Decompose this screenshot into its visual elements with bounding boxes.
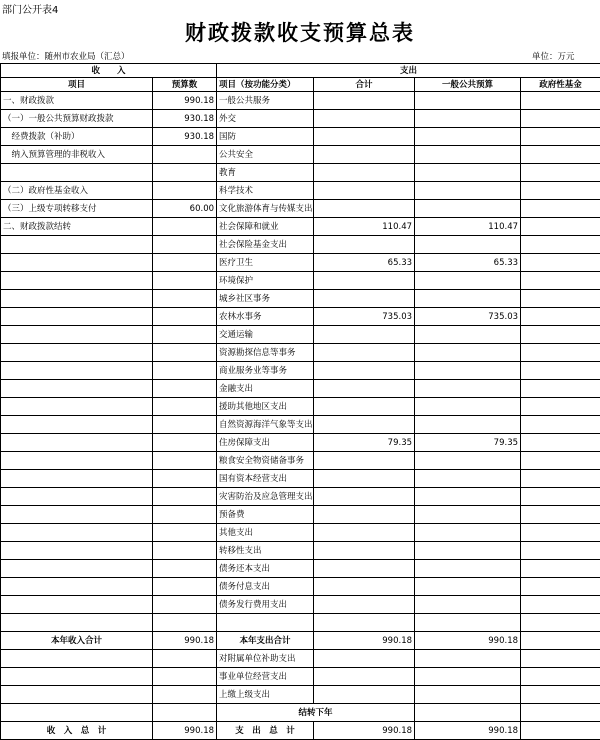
income-value-cell: 990.18 [153, 92, 217, 110]
income-value-cell [153, 524, 217, 542]
income-item-cell [1, 344, 153, 362]
extra-row-label: 上缴上级支出 [217, 686, 314, 704]
table-row [1, 146, 600, 164]
expense-total-cell [314, 398, 415, 416]
expense-item-cell [217, 614, 314, 632]
expense-fund-cell [521, 596, 600, 614]
table-row [1, 182, 600, 200]
expense-total-cell [314, 146, 415, 164]
income-item-cell [1, 236, 153, 254]
year-expense-label: 本年支出合计 [217, 632, 314, 650]
income-value-cell [153, 344, 217, 362]
income-item-cell: （二）政府性基金收入 [1, 182, 153, 200]
table-row [1, 596, 600, 614]
table-row [1, 506, 600, 524]
expense-general-cell [415, 614, 521, 632]
expense-total-cell [314, 236, 415, 254]
expense-total-cell [314, 560, 415, 578]
table-row [1, 416, 600, 434]
expense-general-cell [415, 596, 521, 614]
table-row [1, 290, 600, 308]
grand-expense-general: 990.18 [415, 722, 521, 740]
expense-total-cell [314, 344, 415, 362]
expense-fund-cell [521, 290, 600, 308]
table-row [1, 326, 600, 344]
expense-item-cell: 教育 [217, 164, 314, 182]
table-row [1, 92, 600, 110]
expense-item-cell: 商业服务业等事务 [217, 362, 314, 380]
expense-general-cell [415, 470, 521, 488]
expense-total-cell [314, 362, 415, 380]
income-value-cell [153, 614, 217, 632]
income-item-cell [1, 272, 153, 290]
header-row-1 [1, 64, 600, 78]
expense-fund-cell [521, 128, 600, 146]
expense-general-cell [415, 146, 521, 164]
expense-item-cell: 灾害防治及应急管理支出 [217, 488, 314, 506]
grand-expense-label: 支 出 总 计 [217, 722, 314, 740]
income-value-cell [153, 182, 217, 200]
year-expense-general: 990.18 [415, 632, 521, 650]
income-item-cell [1, 164, 153, 182]
budget-table [0, 63, 600, 740]
income-item-cell [1, 326, 153, 344]
expense-total-cell [314, 488, 415, 506]
income-item-cell [1, 488, 153, 506]
grand-expense-total: 990.18 [314, 722, 415, 740]
table-row [1, 398, 600, 416]
income-value-cell [153, 218, 217, 236]
income-value-cell [153, 560, 217, 578]
income-value-cell [153, 416, 217, 434]
expense-general-cell [415, 182, 521, 200]
grand-income-label: 收 入 总 计 [1, 722, 153, 740]
expense-item-cell: 粮食安全物资储备事务 [217, 452, 314, 470]
expense-item-cell: 转移性支出 [217, 542, 314, 560]
income-item-cell [1, 614, 153, 632]
expense-item-cell: 国防 [217, 128, 314, 146]
expense-general-cell [415, 110, 521, 128]
income-item-cell [1, 506, 153, 524]
income-item-cell [1, 380, 153, 398]
grand-income-value: 990.18 [153, 722, 217, 740]
income-item-cell [1, 470, 153, 488]
income-value-cell [153, 326, 217, 344]
expense-general-cell [415, 452, 521, 470]
expense-fund-cell [521, 272, 600, 290]
income-item-cell [1, 290, 153, 308]
carry-over-label: 结转下年 [217, 704, 415, 722]
expense-item-cell: 其他支出 [217, 524, 314, 542]
income-item-cell [1, 398, 153, 416]
income-value-cell [153, 470, 217, 488]
expense-general-cell [415, 560, 521, 578]
expense-item-cell: 科学技术 [217, 182, 314, 200]
table-row [1, 164, 600, 182]
income-item-cell [1, 452, 153, 470]
expense-general-cell [415, 416, 521, 434]
expense-fund-cell [521, 308, 600, 326]
expense-total-cell [314, 326, 415, 344]
table-row [1, 470, 600, 488]
expense-item-cell: 公共安全 [217, 146, 314, 164]
income-value-cell [153, 398, 217, 416]
table-row [1, 254, 600, 272]
expense-fund-cell [521, 200, 600, 218]
income-header: 收 入 [1, 64, 217, 78]
table-row [1, 614, 600, 632]
expense-fund-cell [521, 164, 600, 182]
expense-general-cell [415, 290, 521, 308]
expense-fund-cell [521, 146, 600, 164]
expense-general-cell [415, 164, 521, 182]
col-expense-item-header: 项目（按功能分类） [217, 78, 314, 92]
col-fund-header: 政府性基金 [521, 78, 600, 92]
table-row [1, 578, 600, 596]
reporting-unit: 填报单位：随州市农业局（汇总） [2, 50, 130, 62]
expense-fund-cell [521, 254, 600, 272]
income-item-cell [1, 578, 153, 596]
table-row [1, 542, 600, 560]
income-value-cell [153, 272, 217, 290]
expense-item-cell: 预备费 [217, 506, 314, 524]
expense-fund-cell [521, 434, 600, 452]
expense-fund-cell [521, 542, 600, 560]
expense-total-cell [314, 578, 415, 596]
expense-fund-cell [521, 362, 600, 380]
table-row [1, 272, 600, 290]
expense-item-cell: 环境保护 [217, 272, 314, 290]
expense-total-cell [314, 272, 415, 290]
expense-fund-cell [521, 470, 600, 488]
expense-item-cell: 债务还本支出 [217, 560, 314, 578]
income-value-cell: 930.18 [153, 128, 217, 146]
table-row [1, 128, 600, 146]
income-value-cell [153, 362, 217, 380]
page-title: 财政拨款收支预算总表 [0, 17, 600, 47]
expense-general-cell [415, 524, 521, 542]
expense-general-cell [415, 578, 521, 596]
expense-fund-cell [521, 578, 600, 596]
expense-item-cell: 自然资源海洋气象等支出 [217, 416, 314, 434]
table-row [1, 434, 600, 452]
income-value-cell: 930.18 [153, 110, 217, 128]
expense-item-cell: 资源勘探信息等事务 [217, 344, 314, 362]
expense-general-cell: 110.47 [415, 218, 521, 236]
income-value-cell [153, 146, 217, 164]
expense-general-cell: 65.33 [415, 254, 521, 272]
expense-item-cell: 文化旅游体育与传媒支出 [217, 200, 314, 218]
expense-general-cell [415, 344, 521, 362]
expense-item-cell: 社会保险基金支出 [217, 236, 314, 254]
income-value-cell [153, 164, 217, 182]
expense-total-cell [314, 506, 415, 524]
income-value-cell [153, 434, 217, 452]
expense-fund-cell [521, 182, 600, 200]
extra-row [1, 686, 600, 704]
expense-item-cell: 一般公共服务 [217, 92, 314, 110]
table-row [1, 110, 600, 128]
expense-fund-cell [521, 488, 600, 506]
income-item-cell [1, 308, 153, 326]
expense-item-cell: 交通运输 [217, 326, 314, 344]
table-row [1, 200, 600, 218]
table-row [1, 452, 600, 470]
col-budget-header: 预算数 [153, 78, 217, 92]
income-item-cell [1, 416, 153, 434]
col-total-header: 合计 [314, 78, 415, 92]
expense-total-cell: 79.35 [314, 434, 415, 452]
expense-fund-cell [521, 326, 600, 344]
expense-item-cell: 金融支出 [217, 380, 314, 398]
year-income-label: 本年收入合计 [1, 632, 153, 650]
expense-general-cell: 735.03 [415, 308, 521, 326]
table-row [1, 236, 600, 254]
grand-expense-fund [521, 722, 600, 740]
expense-total-cell [314, 380, 415, 398]
currency-unit: 单位：万元 [532, 50, 575, 62]
expense-general-cell: 79.35 [415, 434, 521, 452]
expense-general-cell [415, 326, 521, 344]
expense-total-cell [314, 470, 415, 488]
expense-general-cell [415, 92, 521, 110]
income-value-cell: 60.00 [153, 200, 217, 218]
expense-header: 支出 [217, 64, 600, 78]
expense-general-cell [415, 506, 521, 524]
income-item-cell: 一、财政拨款 [1, 92, 153, 110]
expense-item-cell: 医疗卫生 [217, 254, 314, 272]
table-row [1, 380, 600, 398]
expense-general-cell [415, 398, 521, 416]
expense-total-cell [314, 110, 415, 128]
expense-general-cell [415, 542, 521, 560]
expense-general-cell [415, 488, 521, 506]
income-item-cell [1, 596, 153, 614]
income-item-cell [1, 542, 153, 560]
expense-total-cell [314, 182, 415, 200]
expense-total-cell [314, 92, 415, 110]
expense-item-cell: 住房保障支出 [217, 434, 314, 452]
expense-total-cell [314, 524, 415, 542]
expense-general-cell [415, 362, 521, 380]
expense-total-cell: 65.33 [314, 254, 415, 272]
expense-total-cell [314, 164, 415, 182]
income-value-cell [153, 578, 217, 596]
expense-fund-cell [521, 110, 600, 128]
expense-item-cell: 社会保障和就业 [217, 218, 314, 236]
table-row [1, 524, 600, 542]
col-general-header: 一般公共预算 [415, 78, 521, 92]
expense-item-cell: 债务发行费用支出 [217, 596, 314, 614]
expense-total-cell [314, 452, 415, 470]
expense-fund-cell [521, 560, 600, 578]
expense-total-cell [314, 290, 415, 308]
expense-item-cell: 国有资本经营支出 [217, 470, 314, 488]
year-income-value: 990.18 [153, 632, 217, 650]
grand-total-row [1, 722, 600, 740]
expense-fund-cell [521, 614, 600, 632]
income-item-cell: （一）一般公共预算财政拨款 [1, 110, 153, 128]
expense-total-cell: 110.47 [314, 218, 415, 236]
income-value-cell [153, 236, 217, 254]
income-value-cell [153, 542, 217, 560]
expense-total-cell: 735.03 [314, 308, 415, 326]
header-row-2 [1, 78, 600, 92]
expense-fund-cell [521, 398, 600, 416]
expense-fund-cell [521, 524, 600, 542]
extra-row [1, 668, 600, 686]
income-value-cell [153, 308, 217, 326]
expense-general-cell [415, 200, 521, 218]
expense-fund-cell [521, 416, 600, 434]
col-item-header: 项目 [1, 78, 153, 92]
table-row [1, 218, 600, 236]
income-value-cell [153, 254, 217, 272]
expense-total-cell [314, 416, 415, 434]
expense-general-cell [415, 272, 521, 290]
expense-fund-cell [521, 236, 600, 254]
expense-general-cell [415, 236, 521, 254]
table-row [1, 488, 600, 506]
income-item-cell [1, 560, 153, 578]
expense-item-cell: 债务付息支出 [217, 578, 314, 596]
income-item-cell: （三）上级专项转移支付 [1, 200, 153, 218]
table-row [1, 344, 600, 362]
income-item-cell [1, 362, 153, 380]
income-value-cell [153, 290, 217, 308]
expense-fund-cell [521, 92, 600, 110]
year-expense-fund [521, 632, 600, 650]
expense-general-cell [415, 380, 521, 398]
expense-fund-cell [521, 506, 600, 524]
expense-total-cell [314, 128, 415, 146]
income-item-cell [1, 254, 153, 272]
income-value-cell [153, 506, 217, 524]
table-row [1, 560, 600, 578]
expense-item-cell: 城乡社区事务 [217, 290, 314, 308]
income-item-cell [1, 524, 153, 542]
income-item-cell: 经费拨款（补助） [1, 128, 153, 146]
expense-item-cell: 外交 [217, 110, 314, 128]
expense-item-cell: 援助其他地区支出 [217, 398, 314, 416]
year-expense-total: 990.18 [314, 632, 415, 650]
income-value-cell [153, 488, 217, 506]
form-code: 部门公开表4 [2, 1, 58, 16]
expense-general-cell [415, 128, 521, 146]
expense-total-cell [314, 596, 415, 614]
income-item-cell: 纳入预算管理的非税收入 [1, 146, 153, 164]
expense-fund-cell [521, 218, 600, 236]
extra-row [1, 650, 600, 668]
expense-fund-cell [521, 344, 600, 362]
table-row [1, 362, 600, 380]
expense-fund-cell [521, 380, 600, 398]
income-value-cell [153, 596, 217, 614]
table-row [1, 308, 600, 326]
income-item-cell [1, 434, 153, 452]
income-value-cell [153, 380, 217, 398]
expense-item-cell: 农林水事务 [217, 308, 314, 326]
expense-total-cell [314, 542, 415, 560]
extra-row-label: 事业单位经营支出 [217, 668, 314, 686]
income-value-cell [153, 452, 217, 470]
year-total-row [1, 632, 600, 650]
expense-fund-cell [521, 452, 600, 470]
income-item-cell: 二、财政拨款结转 [1, 218, 153, 236]
expense-total-cell [314, 614, 415, 632]
expense-total-cell [314, 200, 415, 218]
extra-row-label: 对附属单位补助支出 [217, 650, 314, 668]
